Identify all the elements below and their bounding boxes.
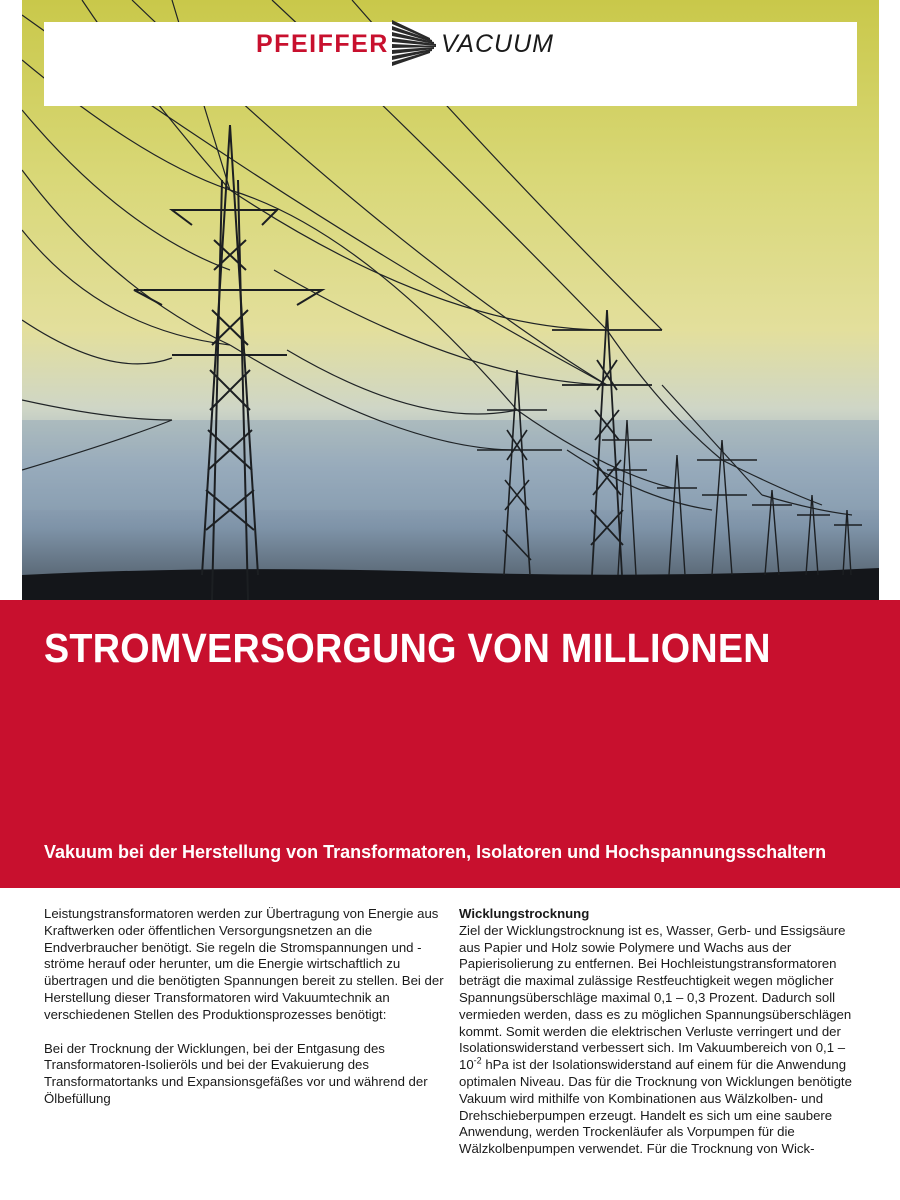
page-title: STROMVERSORGUNG VON MILLIONEN <box>44 625 771 671</box>
process-paragraph: Bei der Trocknung der Wicklungen, bei der Entgasung des Transformatoren-Isolieröls und bei der Evakuierung des Transformatortanks und Expansionsgefäßes vor und während der Ölbefüllung <box>44 1040 428 1106</box>
intro-paragraph: Leistungstransformatoren werden zur Übertragung von Energie aus Kraftwerken oder öffentlichen Versorgungsnetzen an die Endverbraucher benötigt. Sie regeln die Stromspannungen und -ströme herauf oder herunter, um die Energie wirtschaftlich zu übertragen und die benötigten Spannungen bereit zu stellen. Bei der Herstellung dieser Transformatoren wird Vakuumtechnik an verschiedenen Stellen des Produktionsprozesses benötigt: <box>44 906 444 1022</box>
paragraph-text-part-1: Ziel der Wicklungstrocknung ist es, Wasser, Gerb- und Essigsäure aus Papier und Holz sowie Polymere und Wachs aus der Papierisolierung zu entfernen. Bei Hochleistungstransformatoren beträgt die maximal zulässige Restfeuchtigkeit wegen möglicher Spannungsüberschläge maximal 0,1 – 0,3 Prozent. Dadurch soll vermieden werden, dass es zu möglichen Spannungsüberschlägen kommt. Somit werden die elektrischen Verluste verringert und der Isolationswiderstand verbessert sich. Im Vakuumbereich von 0,1 – 10 <box>459 922 852 1073</box>
paragraph-text-part-2: hPa ist der Isolationswiderstand auf einem für die Anwendung optimalen Niveau. Das für die Trocknung von Wicklungen benötigte Vakuum wird mithilfe von Kombinationen aus Wälzkolben- und Drehschieberpumpen erzeugt. Handelt es sich um eine saubere Anwendung, werden Trockenläufer als Vorpumpen für die Wälzkolbenpumpen verwendet. Für die Trocknung von Wick- <box>459 1057 852 1157</box>
right-column <box>459 906 859 1158</box>
winding-drying-paragraph <box>459 923 859 1158</box>
brand-swoosh-icon <box>390 16 438 75</box>
section-heading: Wicklungstrocknung <box>459 906 590 921</box>
brand-name-vacuum: VACUUM <box>441 30 554 58</box>
pressure-exponent: -2 <box>473 1055 482 1066</box>
left-column <box>44 906 444 1108</box>
page-subtitle: Vakuum bei der Herstellung von Transformatoren, Isolatoren und Hochspannungsschaltern <box>44 842 827 862</box>
brand-name-pfeiffer: PFEIFFER <box>256 30 389 58</box>
